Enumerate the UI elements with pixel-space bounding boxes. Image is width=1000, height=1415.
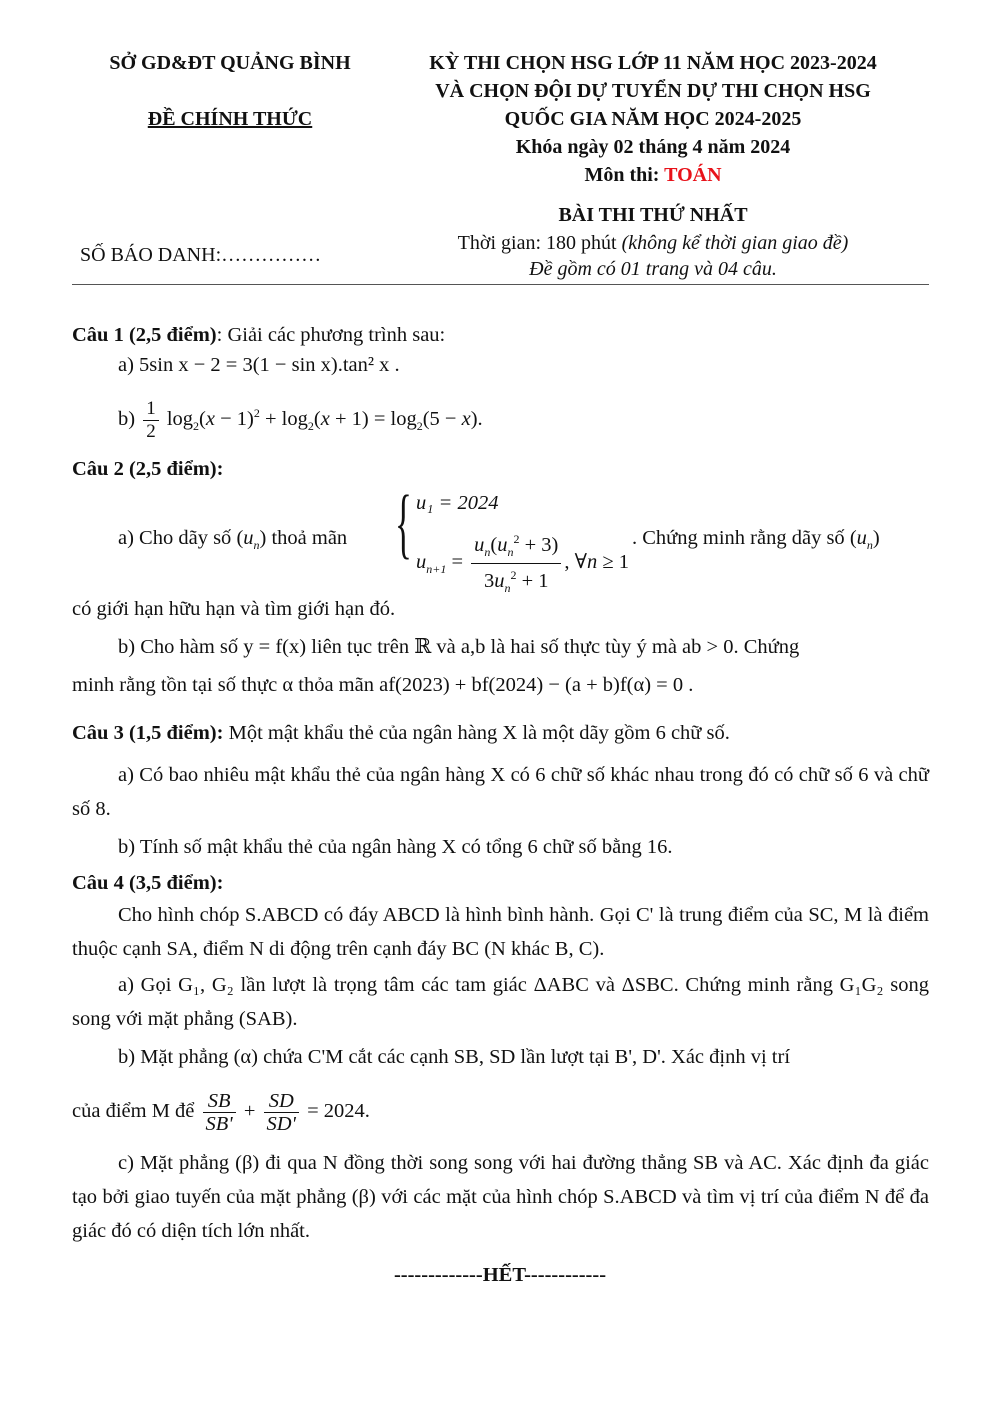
org-name: SỞ GD&ĐT QUẢNG BÌNH [109,52,351,74]
q4-b-cont-text: của điểm M để [72,1100,195,1123]
q3-title: Câu 3 (1,5 điểm): [72,722,224,744]
recurrence-fraction: $\frac{u_n(u_n^2 + 3)}{3u_n^2 + 1}$ [471,528,561,599]
subject-label: Môn thi: [584,164,660,186]
paper-title: BÀI THI THỨ NHẤT [558,204,748,226]
q1-b-label: b) [118,408,136,431]
time-line [388,232,918,255]
q1-heading [72,318,929,352]
exam-title-line1: KỲ THI CHỌN HSG LỚP 11 NĂM HỌC 2023-2024 [429,52,877,74]
system-brace: { [395,479,412,566]
q2-a-pre: a) Cho dãy số $(u_n)$ thoả mãn [118,527,348,553]
header-divider [72,284,929,285]
q2-a-cont: có giới hạn hữu hạn và tìm giới hạn đó. [72,598,396,620]
q4-title: Câu 4 (3,5 điểm): [72,872,224,894]
q1-part-a: a) 5sin x − 2 = 3(1 − sin x).tan² x . [118,354,400,376]
q2-u1: u₁ = 2024 [416,492,499,514]
exam-title-line3: QUỐC GIA NĂM HỌC 2024-2025 [504,108,802,130]
exam-title-line2: VÀ CHỌN ĐỘI DỰ TUYỂN DỰ THI CHỌN HSG [435,80,871,102]
q4-part-c: c) Mặt phẳng (β) đi qua N đồng thời song song với hai đường thẳng SB và AC. Xác định đa giác tạo bởi giao tuyến của mặt phẳng (β) với các mặt của hình chóp S.ABCD và tìm vị trí của điểm N để đa giác đó có diện tích lớn nhất. [72,1152,929,1242]
exam-date: Khóa ngày 02 tháng 4 năm 2024 [515,136,791,158]
q4-part-a: a) Gọi G₁, G₂ lần lượt là trọng tâm các tam giác ΔABC và ΔSBC. Chứng minh rằng G₁G₂ song song với mặt phẳng (SAB). [72,974,929,1030]
subject-line [388,164,918,187]
q2-recurrence: $u_{n+1}$ = $\frac{u_n(u_n^2 + 3)}{3u_n^2 + 1}$ , ∀n ≥ 1 [416,528,629,599]
q4-part-b: b) Mặt phẳng (α) chứa C'M cắt các cạnh SB, SD lần lượt tại B', D'. Xác định vị trí [118,1046,791,1068]
q3-heading [72,716,929,750]
ratio-sb: $\frac{SB}{SB'}$ [203,1090,236,1135]
q1-intro: : Giải các phương trình sau: [216,324,446,346]
q2-a-post: . Chứng minh rằng dãy số $(u_n)$ [632,527,880,553]
q3-part-b: b) Tính số mật khẩu thẻ của ngân hàng X có tổng 6 chữ số bằng 16. [118,836,673,858]
q1-part-b: b) $\frac{1}{2}$ $\log_2(x - 1)^2 + \log_2(x + 1) = \log_2(5 - x)$. [118,398,483,442]
q1-b-half: $\frac{1}{2}$ [143,398,159,443]
q4-intro: Cho hình chóp S.ABCD có đáy ABCD là hình bình hành. Gọi C' là trung điểm của SC, M là điểm thuộc cạnh SA, điểm N di động trên cạnh đáy BC (N khác B, C). [72,904,929,960]
q2-b-line1: b) Cho hàm số y = f(x) liên tục trên ℝ và a,b là hai số thực tùy ý mà ab > 0. Chứng [118,636,800,658]
q2-a-pre-text: a) Cho dãy số [118,527,232,549]
time-text: Thời gian: 180 phút [457,232,617,254]
q3-intro: Một mật khẩu thẻ của ngân hàng X là một dãy gồm 6 chữ số. [223,722,730,744]
q1-title: Câu 1 (2,5 điểm) [72,324,217,346]
time-note: (không kể thời gian giao đề) [621,232,849,254]
q4-b-cont: của điểm M để $\frac{SB}{SB'}$ + $\frac{SD}{SD'}$ = 2024. [72,1090,370,1135]
q3-part-a: a) Có bao nhiêu mật khẩu thẻ của ngân hàng X có 6 chữ số khác nhau trong đó có chữ số 6 và chữ số 8. [72,764,929,820]
q2-b-line2: minh rằng tồn tại số thực α thỏa mãn af(2023) + bf(2024) − (a + b)f(α) = 0 . [72,674,694,696]
official-label: ĐỀ CHÍNH THỨC [147,108,313,130]
q2-a-mid-text: thoả mãn [271,527,348,549]
q2-title: Câu 2 (2,5 điểm): [72,458,224,480]
pages-note: Đề gồm có 01 trang và 04 câu. [529,258,777,280]
subject-name: TOÁN [664,164,722,186]
end-marker: -------------HẾT------------ [393,1264,607,1286]
q4-b-eq: = 2024. [307,1100,370,1123]
candidate-number: SỐ BÁO DANH:…………… [80,244,322,266]
ratio-sd: $\frac{SD}{SD'}$ [264,1090,299,1135]
q2-a-post-text: . Chứng minh rằng dãy số [632,527,845,549]
